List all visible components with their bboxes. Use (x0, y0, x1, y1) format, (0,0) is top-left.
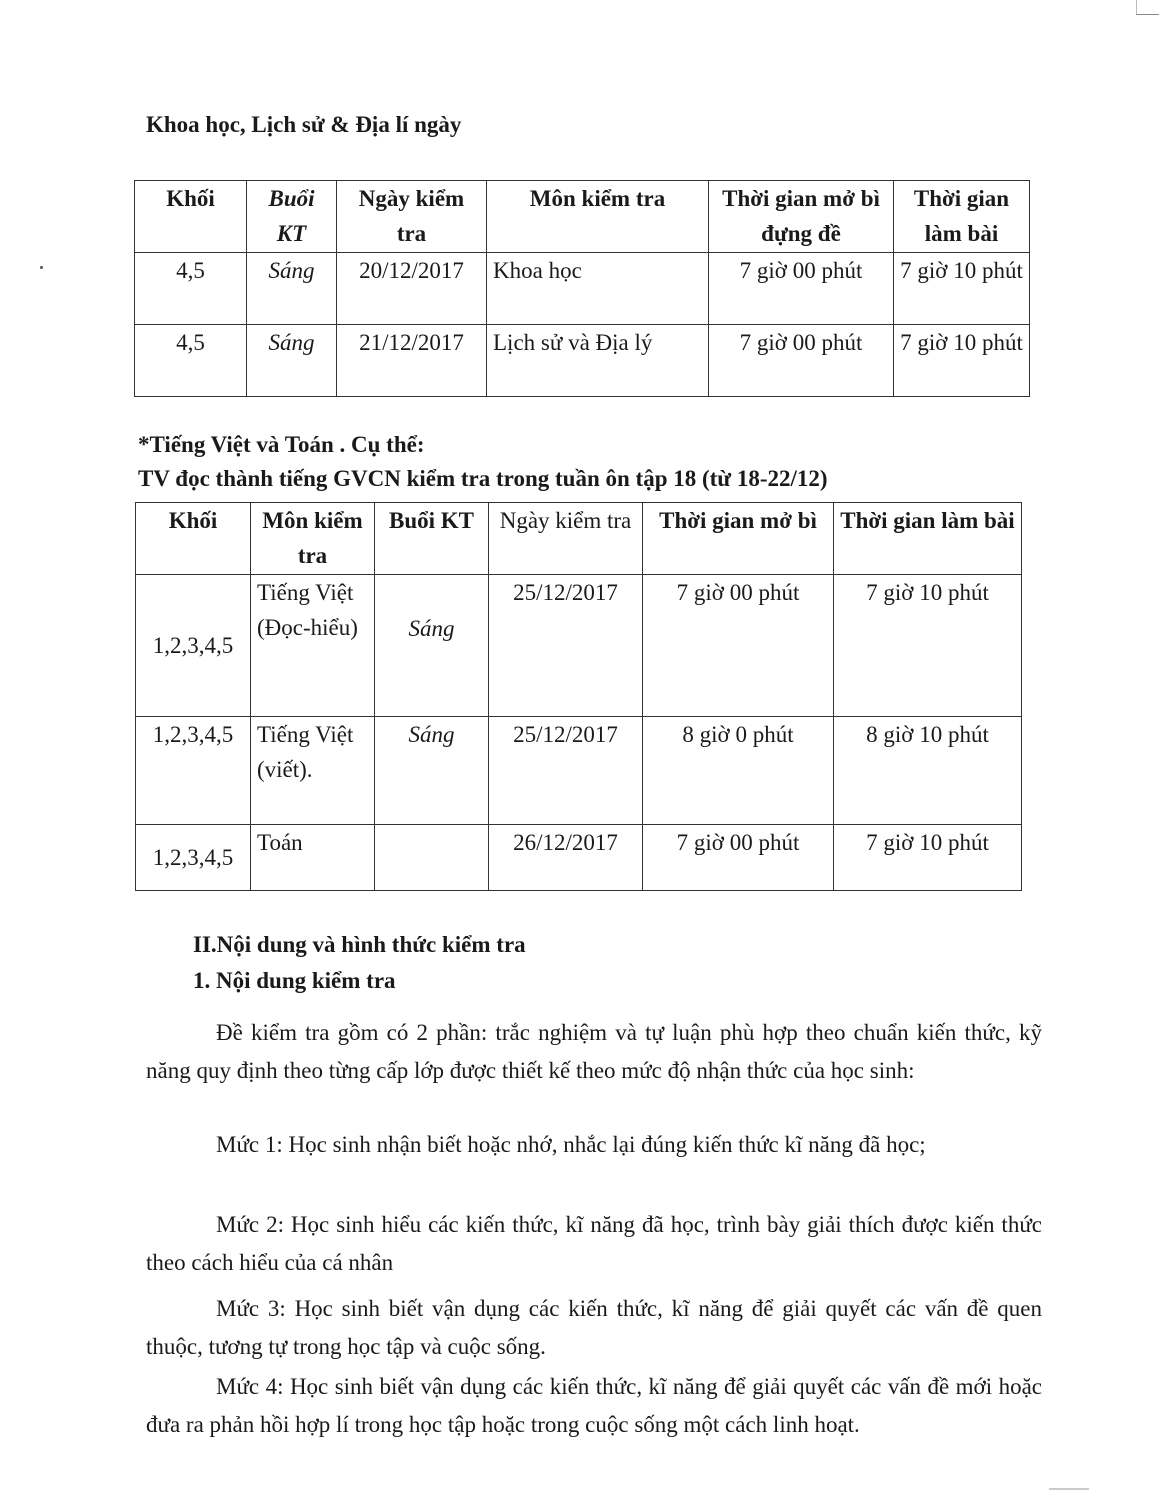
col-header-mo-bi: Thời gian mở bì (643, 503, 834, 575)
table-row (135, 253, 1030, 325)
cell-khoi: 1,2,3,4,5 (136, 575, 251, 717)
col-header-khoi: Khối (136, 503, 251, 575)
scan-edge-mark (1049, 1488, 1089, 1490)
cell-khoi: 4,5 (135, 253, 247, 325)
cell-lam-bai: 7 giờ 10 phút (834, 575, 1022, 717)
section2-title-line1: *Tiếng Việt và Toán . Cụ thể: (138, 432, 425, 457)
scan-speck (40, 266, 43, 269)
cell-lam-bai: 7 giờ 10 phút (894, 325, 1030, 397)
cell-lam-bai: 7 giờ 10 phút (834, 825, 1022, 891)
level-2-paragraph: Mức 2: Học sinh hiểu các kiến thức, kĩ năng đã học, trình bày giải thích được kiến thức theo cách hiểu của cá nhân (146, 1212, 1042, 1275)
cell-lam-bai: 7 giờ 10 phút (894, 253, 1030, 325)
cell-buoi: Sáng (247, 253, 337, 325)
cell-khoi: 1,2,3,4,5 (136, 717, 251, 825)
cell-mo-bi: 7 giờ 00 phút (643, 575, 834, 717)
cell-lam-bai: 8 giờ 10 phút (834, 717, 1022, 825)
cell-mo-bi: 7 giờ 00 phút (709, 325, 894, 397)
cell-mon: Tiếng Việt (Đọc-hiểu) (251, 575, 375, 717)
level-3-paragraph: Mức 3: Học sinh biết vận dụng các kiến thức, kĩ năng để giải quyết các vấn đề quen thuộc, tương tự trong học tập và cuộc sống. (146, 1296, 1042, 1359)
table-row (135, 325, 1030, 397)
col-header-mon: Môn kiểm tra (251, 503, 375, 575)
cell-mo-bi: 7 giờ 00 phút (709, 253, 894, 325)
col-header-mon: Môn kiểm tra (487, 181, 709, 253)
cell-ngay: 20/12/2017 (337, 253, 487, 325)
cell-mon: Khoa học (487, 253, 709, 325)
intro-paragraph: Đề kiểm tra gồm có 2 phần: trắc nghiệm và tự luận phù hợp theo chuẩn kiến thức, kỹ năng quy định theo từng cấp lớp được thiết kế theo mức độ nhận thức của học sinh: (146, 1020, 1042, 1083)
col-header-mo-bi: Thời gian mở bì đựng đề (709, 181, 894, 253)
cell-mo-bi: 8 giờ 0 phút (643, 717, 834, 825)
col-header-lam-bai: Thời gian làm bài (834, 503, 1022, 575)
cell-khoi: 4,5 (135, 325, 247, 397)
cell-khoi: 1,2,3,4,5 (136, 825, 251, 891)
table-header-row (135, 181, 1030, 253)
table-row (136, 717, 1022, 825)
level-4-paragraph: Mức 4: Học sinh biết vận dụng các kiến thức, kĩ năng để giải quyết các vấn đề mới hoặc đưa ra phản hồi hợp lí trong học tập hoặc trong cuộc sống một cách linh hoạt. (146, 1374, 1042, 1437)
exam-schedule-table-2 (135, 502, 1022, 891)
col-header-buoi: Buổi KT (375, 503, 489, 575)
table-row (136, 825, 1022, 891)
cell-mo-bi: 7 giờ 00 phút (643, 825, 834, 891)
col-header-ngay: Ngày kiểm tra (337, 181, 487, 253)
col-header-buoi: Buổi KT (247, 181, 337, 253)
cell-ngay: 21/12/2017 (337, 325, 487, 397)
section3-heading: II.Nội dung và hình thức kiểm tra (193, 932, 526, 957)
table-row (136, 575, 1022, 717)
cell-mon: Lịch sử và Địa lý (487, 325, 709, 397)
col-header-lam-bai: Thời gian làm bài (894, 181, 1030, 253)
cell-ngay: 25/12/2017 (489, 717, 643, 825)
cell-buoi: Sáng (375, 575, 489, 717)
col-header-ngay: Ngày kiểm tra (489, 503, 643, 575)
cell-buoi: Sáng (247, 325, 337, 397)
section3-subheading: 1. Nội dung kiểm tra (193, 968, 396, 993)
section1-title: Khoa học, Lịch sử & Địa lí ngày (146, 112, 462, 137)
cell-ngay: 26/12/2017 (489, 825, 643, 891)
table-header-row (136, 503, 1022, 575)
section2-title-line2: TV đọc thành tiếng GVCN kiểm tra trong tuần ôn tập 18 (từ 18-22/12) (138, 466, 828, 491)
cell-buoi (375, 825, 489, 891)
cell-ngay: 25/12/2017 (489, 575, 643, 717)
level-1-paragraph: Mức 1: Học sinh nhận biết hoặc nhớ, nhắc lại đúng kiến thức kĩ năng đã học; (216, 1132, 926, 1157)
col-header-khoi: Khối (135, 181, 247, 253)
cell-mon: Tiếng Việt (viết). (251, 717, 375, 825)
page-corner-mark (1136, 0, 1159, 15)
cell-mon: Toán (251, 825, 375, 891)
cell-buoi: Sáng (375, 717, 489, 825)
exam-schedule-table-1 (134, 180, 1030, 397)
